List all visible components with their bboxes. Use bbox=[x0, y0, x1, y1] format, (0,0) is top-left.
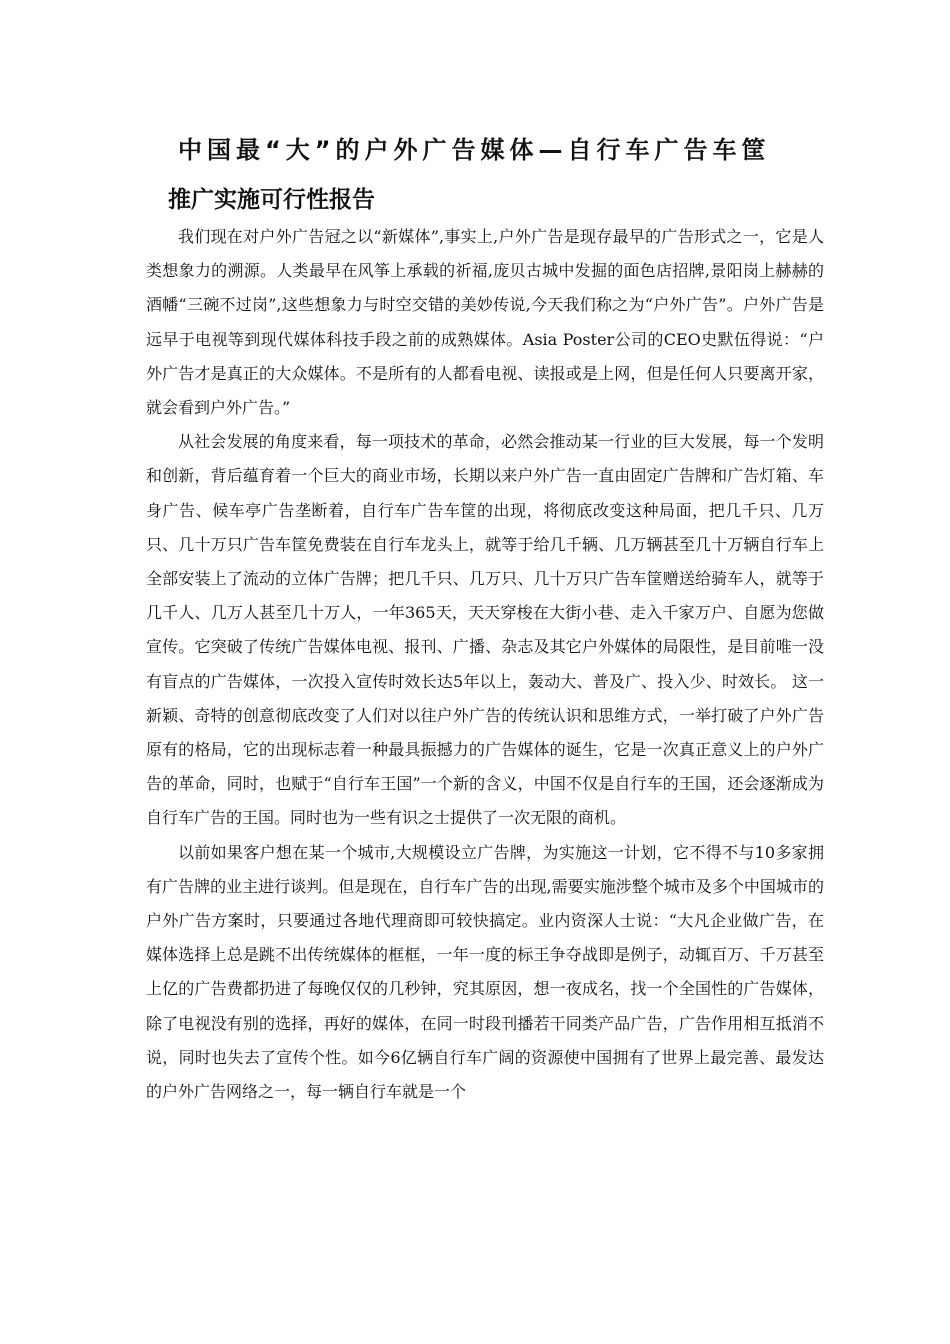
document-subtitle: 推广实施可行性报告 bbox=[168, 187, 375, 213]
paragraph-3: 以前如果客户想在某一个城市,大规模设立广告牌，为实施这一计划，它不得不与10多家拥有广告牌的业主进行谈判。但是现在，自行车广告的出现,需要实施涉整个城市及多个中国城市的户外广告方案时，只要通过各地代理商即可较快搞定。业内资深人士说：“大凡企业做广告，在媒体选择上总是跳不出传统媒体的框框，一年一度的标王争夺战即是例子，动辄百万、千万甚至上亿的广告费都扔进了每晚仅仅的几秒钟，究其原因，想一夜成名，找一个全国性的广告媒体，除了电视没有别的选择，再好的媒体，在同一时段刊播若干同类产品广告，广告作用相互抵消不说，同时也失去了宣传个性。如今6亿辆自行车广阔的资源使中国拥有了世界上最完善、最发达的户外广告网络之一，每一辆自行车就是一个 bbox=[146, 842, 824, 1102]
paragraph-1: 我们现在对户外广告冠之以“新媒体”,事实上,户外广告是现存最早的广告形式之一，它是人类想象力的溯源。人类最早在风筝上承载的祈福,庞贝古城中发掘的面色店招牌,景阳岗上赫赫的酒幡“三碗不过岗”,这些想象力与时空交错的美妙传说,今天我们称之为“户外广告”。户外广告是远早于电视等到现代媒体科技手段之前的成熟媒体。Asia Poster公司的CEO史默伍得说：“户外广告才是真正的大众媒体。不是所有的人都看电视、读报或是上网，但是任何人只要离开家，就会看到户外广告。” bbox=[146, 227, 824, 418]
paragraph-2: 从社会发展的角度来看，每一项技术的革命，必然会推动某一行业的巨大发展，每一个发明和创新，背后蕴育着一个巨大的商业市场，长期以来户外广告一直由固定广告牌和广告灯箱、车身广告、候车亭广告垄断着，自行车广告车筐的出现，将彻底改变这种局面，把几千只、几万只、几十万只广告车筐免费装在自行车龙头上，就等于给几千辆、几万辆甚至几十万辆自行车上全部安装上了流动的立体广告牌；把几千只、几万只、几十万只广告车筐赠送给骑车人，就等于几千人、几万人甚至几十万人，一年365天，天天穿梭在大街小巷、走入千家万户、自愿为您做宣传。它突破了传统广告媒体电视、报刊、广播、杂志及其它户外媒体的局限性，是目前唯一没有盲点的广告媒体，一次投入宣传时效长达5年以上，轰动大、普及广、投入少、时效长。 这一新颖、奇特的创意彻底改变了人们对以往户外广告的传统认识和思维方式，一举打破了户外广告原有的格局，它的出现标志着一种最具振撼力的广告媒体的诞生，它是一次真正意义上的户外广告的革命，同时，也赋于“自行车王国”一个新的含义，中国不仅是自行车的王国，还会逐渐成为自行车广告的王国。同时也为一些有识之士提供了一次无限的商机。 bbox=[146, 432, 824, 828]
document-title: 中国最“大”的户外广告媒体—自行车广告车筐 bbox=[178, 136, 771, 164]
document-body bbox=[146, 220, 824, 1109]
